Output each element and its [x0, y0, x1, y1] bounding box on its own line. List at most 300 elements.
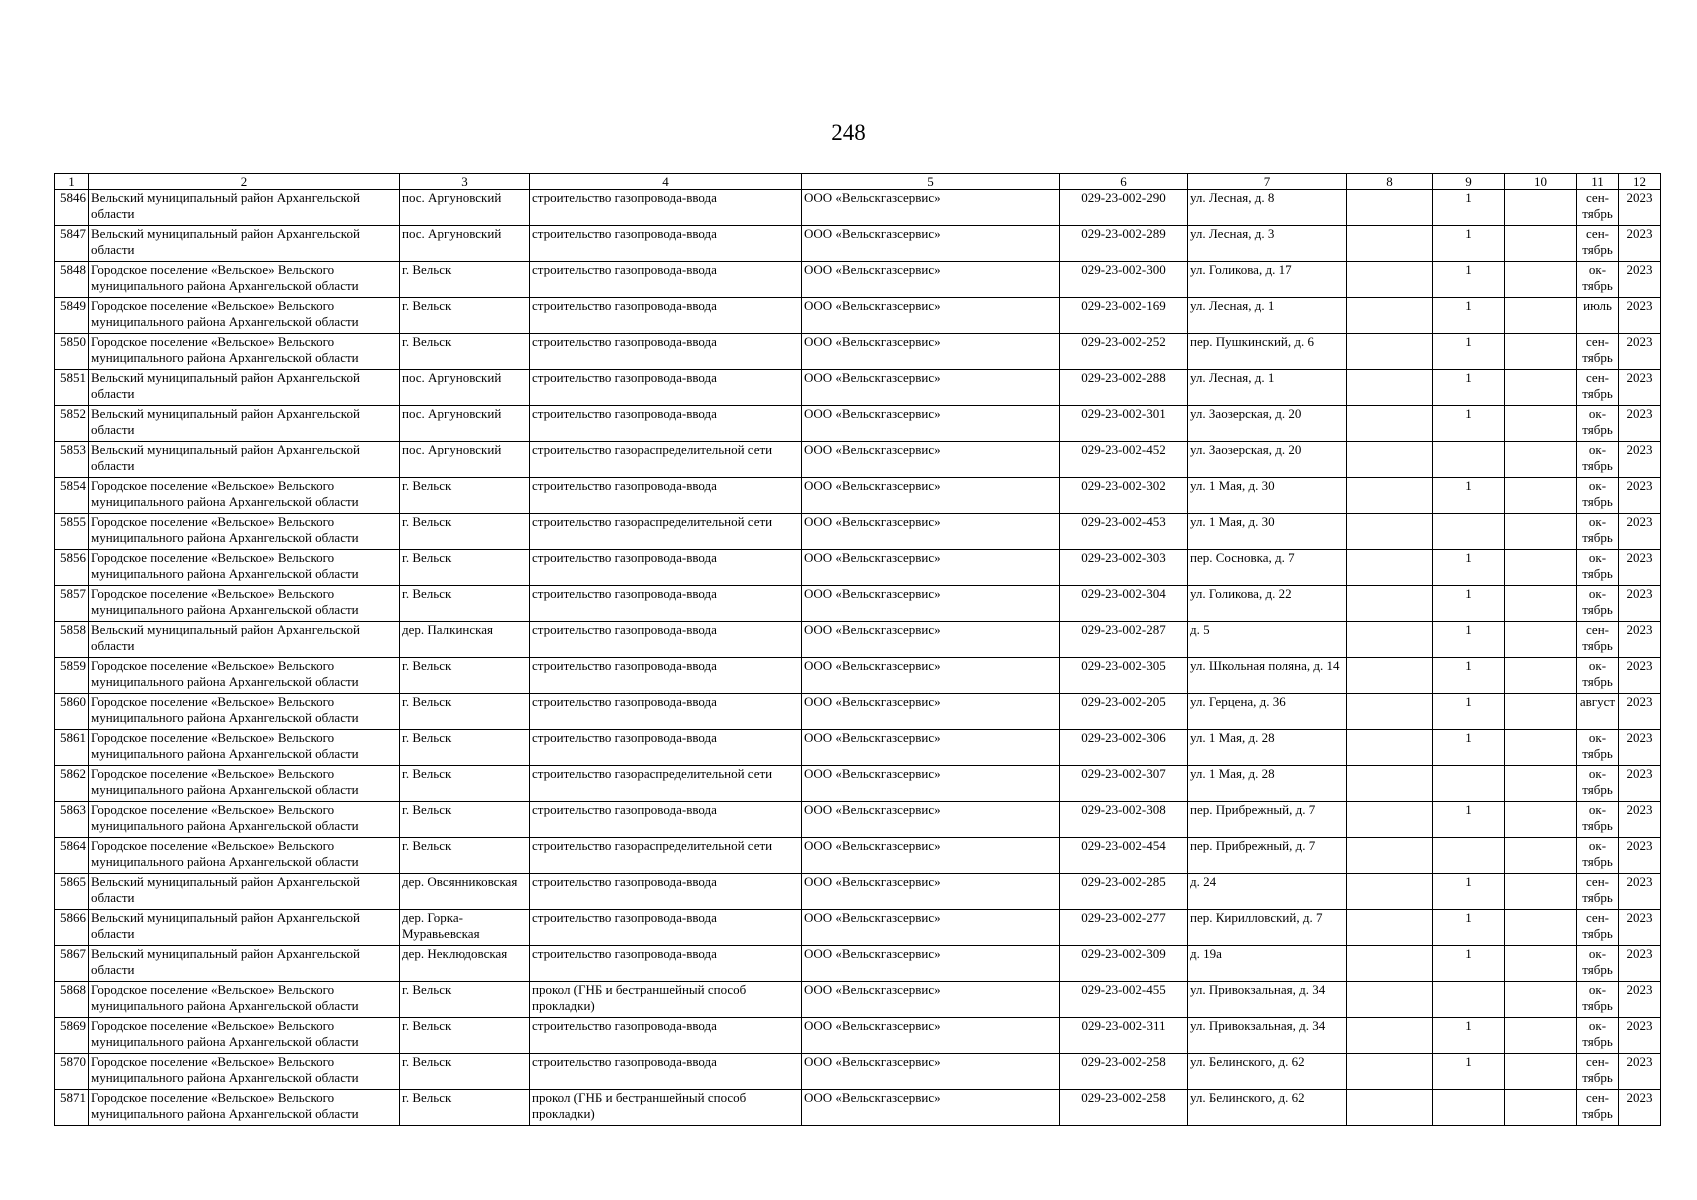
- work-type-cell: строительство газопровода-ввода: [530, 190, 802, 226]
- column-header: 3: [400, 174, 530, 190]
- column-8-cell: [1347, 226, 1433, 262]
- year-cell: 2023: [1619, 442, 1661, 478]
- table-row: [55, 334, 1661, 370]
- month-cell: ок-тябрь: [1577, 262, 1619, 298]
- work-type-cell: строительство газораспределительной сети: [530, 838, 802, 874]
- row-number: 5862: [55, 766, 89, 802]
- municipality-cell: Городское поселение «Вельское» Вельского муниципального района Архангельской области: [89, 766, 400, 802]
- municipality-cell: Вельский муниципальный район Архангельской области: [89, 406, 400, 442]
- organization-cell: ООО «Вельскгазсервис»: [802, 730, 1060, 766]
- municipality-cell: Вельский муниципальный район Архангельской области: [89, 622, 400, 658]
- row-number: 5861: [55, 730, 89, 766]
- work-type-cell: строительство газопровода-ввода: [530, 1054, 802, 1090]
- object-code-cell: 029-23-002-290: [1060, 190, 1188, 226]
- address-cell: пер. Пушкинский, д. 6: [1188, 334, 1347, 370]
- organization-cell: ООО «Вельскгазсервис»: [802, 550, 1060, 586]
- object-code-cell: 029-23-002-308: [1060, 802, 1188, 838]
- work-type-cell: строительство газопровода-ввода: [530, 334, 802, 370]
- address-cell: ул. Лесная, д. 1: [1188, 370, 1347, 406]
- column-10-cell: [1505, 622, 1577, 658]
- row-number: 5860: [55, 694, 89, 730]
- column-10-cell: [1505, 802, 1577, 838]
- object-code-cell: 029-23-002-285: [1060, 874, 1188, 910]
- organization-cell: ООО «Вельскгазсервис»: [802, 802, 1060, 838]
- municipality-cell: Городское поселение «Вельское» Вельского муниципального района Архангельской области: [89, 730, 400, 766]
- object-code-cell: 029-23-002-452: [1060, 442, 1188, 478]
- organization-cell: ООО «Вельскгазсервис»: [802, 1090, 1060, 1126]
- locality-cell: г. Вельск: [400, 658, 530, 694]
- column-10-cell: [1505, 1090, 1577, 1126]
- quantity-cell: 1: [1433, 334, 1505, 370]
- address-cell: пер. Сосновка, д. 7: [1188, 550, 1347, 586]
- row-number: 5865: [55, 874, 89, 910]
- locality-cell: г. Вельск: [400, 1018, 530, 1054]
- object-code-cell: 029-23-002-303: [1060, 550, 1188, 586]
- municipality-cell: Городское поселение «Вельское» Вельского муниципального района Архангельской области: [89, 802, 400, 838]
- address-cell: ул. 1 Мая, д. 28: [1188, 730, 1347, 766]
- address-cell: ул. Заозерская, д. 20: [1188, 442, 1347, 478]
- organization-cell: ООО «Вельскгазсервис»: [802, 622, 1060, 658]
- quantity-cell: 1: [1433, 874, 1505, 910]
- table-row: [55, 550, 1661, 586]
- municipality-cell: Городское поселение «Вельское» Вельского муниципального района Архангельской области: [89, 694, 400, 730]
- municipality-cell: Вельский муниципальный район Архангельской области: [89, 946, 400, 982]
- table-row: [55, 658, 1661, 694]
- year-cell: 2023: [1619, 802, 1661, 838]
- month-cell: ок-тябрь: [1577, 478, 1619, 514]
- table-row: [55, 730, 1661, 766]
- work-type-cell: строительство газопровода-ввода: [530, 478, 802, 514]
- work-type-cell: строительство газопровода-ввода: [530, 730, 802, 766]
- work-type-cell: строительство газопровода-ввода: [530, 622, 802, 658]
- row-number: 5869: [55, 1018, 89, 1054]
- row-number: 5854: [55, 478, 89, 514]
- object-code-cell: 029-23-002-287: [1060, 622, 1188, 658]
- table-row: [55, 802, 1661, 838]
- organization-cell: ООО «Вельскгазсервис»: [802, 838, 1060, 874]
- column-10-cell: [1505, 658, 1577, 694]
- column-10-cell: [1505, 1018, 1577, 1054]
- address-cell: ул. Герцена, д. 36: [1188, 694, 1347, 730]
- year-cell: 2023: [1619, 1018, 1661, 1054]
- table-row: [55, 262, 1661, 298]
- locality-cell: г. Вельск: [400, 478, 530, 514]
- organization-cell: ООО «Вельскгазсервис»: [802, 190, 1060, 226]
- column-10-cell: [1505, 478, 1577, 514]
- locality-cell: г. Вельск: [400, 694, 530, 730]
- locality-cell: дер. Овсянниковская: [400, 874, 530, 910]
- locality-cell: г. Вельск: [400, 514, 530, 550]
- column-header: 2: [89, 174, 400, 190]
- organization-cell: ООО «Вельскгазсервис»: [802, 370, 1060, 406]
- month-cell: ок-тябрь: [1577, 838, 1619, 874]
- locality-cell: пос. Аргуновский: [400, 190, 530, 226]
- work-type-cell: строительство газораспределительной сети: [530, 514, 802, 550]
- municipality-cell: Городское поселение «Вельское» Вельского муниципального района Архангельской области: [89, 658, 400, 694]
- year-cell: 2023: [1619, 370, 1661, 406]
- column-header: 5: [802, 174, 1060, 190]
- work-type-cell: строительство газопровода-ввода: [530, 946, 802, 982]
- table-row: [55, 298, 1661, 334]
- work-type-cell: строительство газопровода-ввода: [530, 550, 802, 586]
- year-cell: 2023: [1619, 766, 1661, 802]
- table-row: [55, 190, 1661, 226]
- year-cell: 2023: [1619, 262, 1661, 298]
- row-number: 5859: [55, 658, 89, 694]
- year-cell: 2023: [1619, 226, 1661, 262]
- object-code-cell: 029-23-002-277: [1060, 910, 1188, 946]
- month-cell: ок-тябрь: [1577, 586, 1619, 622]
- municipality-cell: Городское поселение «Вельское» Вельского муниципального района Архангельской области: [89, 550, 400, 586]
- address-cell: ул. Голикова, д. 22: [1188, 586, 1347, 622]
- month-cell: ок-тябрь: [1577, 802, 1619, 838]
- year-cell: 2023: [1619, 478, 1661, 514]
- year-cell: 2023: [1619, 334, 1661, 370]
- table-row: [55, 370, 1661, 406]
- column-10-cell: [1505, 298, 1577, 334]
- work-type-cell: строительство газопровода-ввода: [530, 874, 802, 910]
- column-10-cell: [1505, 694, 1577, 730]
- work-type-cell: прокол (ГНБ и бестраншейный способ прокладки): [530, 982, 802, 1018]
- quantity-cell: 1: [1433, 658, 1505, 694]
- column-8-cell: [1347, 874, 1433, 910]
- quantity-cell: 1: [1433, 694, 1505, 730]
- year-cell: 2023: [1619, 550, 1661, 586]
- column-header: 1: [55, 174, 89, 190]
- column-8-cell: [1347, 514, 1433, 550]
- month-cell: сен-тябрь: [1577, 334, 1619, 370]
- column-10-cell: [1505, 982, 1577, 1018]
- object-code-cell: 029-23-002-288: [1060, 370, 1188, 406]
- year-cell: 2023: [1619, 622, 1661, 658]
- address-cell: ул. 1 Мая, д. 28: [1188, 766, 1347, 802]
- column-10-cell: [1505, 910, 1577, 946]
- object-code-cell: 029-23-002-252: [1060, 334, 1188, 370]
- quantity-cell: [1433, 514, 1505, 550]
- column-8-cell: [1347, 730, 1433, 766]
- organization-cell: ООО «Вельскгазсервис»: [802, 514, 1060, 550]
- municipality-cell: Вельский муниципальный район Архангельской области: [89, 874, 400, 910]
- municipality-cell: Городское поселение «Вельское» Вельского муниципального района Архангельской области: [89, 478, 400, 514]
- year-cell: 2023: [1619, 514, 1661, 550]
- column-8-cell: [1347, 442, 1433, 478]
- column-10-cell: [1505, 946, 1577, 982]
- table-row: [55, 442, 1661, 478]
- column-10-cell: [1505, 730, 1577, 766]
- organization-cell: ООО «Вельскгазсервис»: [802, 766, 1060, 802]
- month-cell: сен-тябрь: [1577, 1054, 1619, 1090]
- work-type-cell: строительство газопровода-ввода: [530, 802, 802, 838]
- column-header: 8: [1347, 174, 1433, 190]
- month-cell: сен-тябрь: [1577, 226, 1619, 262]
- organization-cell: ООО «Вельскгазсервис»: [802, 442, 1060, 478]
- locality-cell: дер. Горка-Муравьевская: [400, 910, 530, 946]
- quantity-cell: [1433, 982, 1505, 1018]
- address-cell: д. 5: [1188, 622, 1347, 658]
- address-cell: ул. Привокзальная, д. 34: [1188, 982, 1347, 1018]
- month-cell: ок-тябрь: [1577, 550, 1619, 586]
- table-row: [55, 478, 1661, 514]
- address-cell: пер. Кирилловский, д. 7: [1188, 910, 1347, 946]
- year-cell: 2023: [1619, 658, 1661, 694]
- municipality-cell: Городское поселение «Вельское» Вельского муниципального района Архангельской области: [89, 1090, 400, 1126]
- quantity-cell: 1: [1433, 802, 1505, 838]
- locality-cell: дер. Палкинская: [400, 622, 530, 658]
- quantity-cell: 1: [1433, 550, 1505, 586]
- row-number: 5851: [55, 370, 89, 406]
- municipality-cell: Городское поселение «Вельское» Вельского муниципального района Архангельской области: [89, 1054, 400, 1090]
- column-8-cell: [1347, 982, 1433, 1018]
- work-type-cell: строительство газопровода-ввода: [530, 1018, 802, 1054]
- address-cell: ул. Лесная, д. 8: [1188, 190, 1347, 226]
- address-cell: ул. Белинского, д. 62: [1188, 1090, 1347, 1126]
- quantity-cell: 1: [1433, 370, 1505, 406]
- quantity-cell: 1: [1433, 190, 1505, 226]
- month-cell: ок-тябрь: [1577, 766, 1619, 802]
- address-cell: ул. Школьная поляна, д. 14: [1188, 658, 1347, 694]
- column-10-cell: [1505, 1054, 1577, 1090]
- registry-table: [54, 173, 1661, 1126]
- table-row: [55, 694, 1661, 730]
- column-8-cell: [1347, 550, 1433, 586]
- column-number-header-row: [55, 174, 1661, 190]
- address-cell: ул. Заозерская, д. 20: [1188, 406, 1347, 442]
- year-cell: 2023: [1619, 694, 1661, 730]
- table-row: [55, 1090, 1661, 1126]
- object-code-cell: 029-23-002-258: [1060, 1090, 1188, 1126]
- row-number: 5870: [55, 1054, 89, 1090]
- column-8-cell: [1347, 406, 1433, 442]
- quantity-cell: 1: [1433, 262, 1505, 298]
- object-code-cell: 029-23-002-301: [1060, 406, 1188, 442]
- month-cell: сен-тябрь: [1577, 370, 1619, 406]
- address-cell: пер. Прибрежный, д. 7: [1188, 802, 1347, 838]
- table-row: [55, 838, 1661, 874]
- row-number: 5871: [55, 1090, 89, 1126]
- year-cell: 2023: [1619, 406, 1661, 442]
- organization-cell: ООО «Вельскгазсервис»: [802, 910, 1060, 946]
- column-10-cell: [1505, 874, 1577, 910]
- organization-cell: ООО «Вельскгазсервис»: [802, 946, 1060, 982]
- locality-cell: г. Вельск: [400, 730, 530, 766]
- work-type-cell: строительство газопровода-ввода: [530, 298, 802, 334]
- locality-cell: г. Вельск: [400, 982, 530, 1018]
- address-cell: ул. Привокзальная, д. 34: [1188, 1018, 1347, 1054]
- column-10-cell: [1505, 586, 1577, 622]
- locality-cell: пос. Аргуновский: [400, 226, 530, 262]
- quantity-cell: [1433, 766, 1505, 802]
- work-type-cell: строительство газопровода-ввода: [530, 658, 802, 694]
- column-10-cell: [1505, 514, 1577, 550]
- year-cell: 2023: [1619, 838, 1661, 874]
- quantity-cell: 1: [1433, 730, 1505, 766]
- table-row: [55, 1018, 1661, 1054]
- column-8-cell: [1347, 658, 1433, 694]
- municipality-cell: Вельский муниципальный район Архангельской области: [89, 442, 400, 478]
- month-cell: сен-тябрь: [1577, 1090, 1619, 1126]
- row-number: 5868: [55, 982, 89, 1018]
- year-cell: 2023: [1619, 910, 1661, 946]
- organization-cell: ООО «Вельскгазсервис»: [802, 982, 1060, 1018]
- work-type-cell: строительство газопровода-ввода: [530, 910, 802, 946]
- quantity-cell: 1: [1433, 1054, 1505, 1090]
- quantity-cell: [1433, 442, 1505, 478]
- municipality-cell: Вельский муниципальный район Архангельской области: [89, 910, 400, 946]
- column-8-cell: [1347, 1090, 1433, 1126]
- column-10-cell: [1505, 406, 1577, 442]
- table-row: [55, 622, 1661, 658]
- row-number: 5847: [55, 226, 89, 262]
- quantity-cell: 1: [1433, 1018, 1505, 1054]
- organization-cell: ООО «Вельскгазсервис»: [802, 478, 1060, 514]
- column-header: 11: [1577, 174, 1619, 190]
- column-8-cell: [1347, 334, 1433, 370]
- object-code-cell: 029-23-002-169: [1060, 298, 1188, 334]
- municipality-cell: Городское поселение «Вельское» Вельского муниципального района Архангельской области: [89, 982, 400, 1018]
- municipality-cell: Городское поселение «Вельское» Вельского муниципального района Архангельской области: [89, 334, 400, 370]
- locality-cell: дер. Неклюдовская: [400, 946, 530, 982]
- address-cell: ул. Белинского, д. 62: [1188, 1054, 1347, 1090]
- year-cell: 2023: [1619, 730, 1661, 766]
- row-number: 5866: [55, 910, 89, 946]
- column-header: 6: [1060, 174, 1188, 190]
- work-type-cell: строительство газопровода-ввода: [530, 694, 802, 730]
- municipality-cell: Городское поселение «Вельское» Вельского муниципального района Архангельской области: [89, 838, 400, 874]
- month-cell: ок-тябрь: [1577, 442, 1619, 478]
- column-8-cell: [1347, 586, 1433, 622]
- column-header: 10: [1505, 174, 1577, 190]
- column-10-cell: [1505, 442, 1577, 478]
- table-row: [55, 406, 1661, 442]
- column-8-cell: [1347, 802, 1433, 838]
- column-8-cell: [1347, 298, 1433, 334]
- quantity-cell: [1433, 838, 1505, 874]
- object-code-cell: 029-23-002-455: [1060, 982, 1188, 1018]
- column-10-cell: [1505, 226, 1577, 262]
- locality-cell: г. Вельск: [400, 838, 530, 874]
- column-header: 9: [1433, 174, 1505, 190]
- table-row: [55, 982, 1661, 1018]
- address-cell: ул. 1 Мая, д. 30: [1188, 514, 1347, 550]
- organization-cell: ООО «Вельскгазсервис»: [802, 694, 1060, 730]
- object-code-cell: 029-23-002-258: [1060, 1054, 1188, 1090]
- column-8-cell: [1347, 370, 1433, 406]
- object-code-cell: 029-23-002-300: [1060, 262, 1188, 298]
- organization-cell: ООО «Вельскгазсервис»: [802, 334, 1060, 370]
- locality-cell: г. Вельск: [400, 1054, 530, 1090]
- organization-cell: ООО «Вельскгазсервис»: [802, 226, 1060, 262]
- column-8-cell: [1347, 910, 1433, 946]
- month-cell: ок-тябрь: [1577, 406, 1619, 442]
- organization-cell: ООО «Вельскгазсервис»: [802, 658, 1060, 694]
- row-number: 5846: [55, 190, 89, 226]
- month-cell: ок-тябрь: [1577, 982, 1619, 1018]
- column-10-cell: [1505, 766, 1577, 802]
- address-cell: ул. Голикова, д. 17: [1188, 262, 1347, 298]
- table-row: [55, 586, 1661, 622]
- organization-cell: ООО «Вельскгазсервис»: [802, 1018, 1060, 1054]
- column-8-cell: [1347, 946, 1433, 982]
- column-10-cell: [1505, 334, 1577, 370]
- work-type-cell: строительство газопровода-ввода: [530, 370, 802, 406]
- month-cell: сен-тябрь: [1577, 190, 1619, 226]
- year-cell: 2023: [1619, 190, 1661, 226]
- month-cell: сен-тябрь: [1577, 874, 1619, 910]
- month-cell: ок-тябрь: [1577, 1018, 1619, 1054]
- organization-cell: ООО «Вельскгазсервис»: [802, 586, 1060, 622]
- organization-cell: ООО «Вельскгазсервис»: [802, 874, 1060, 910]
- row-number: 5855: [55, 514, 89, 550]
- month-cell: ок-тябрь: [1577, 946, 1619, 982]
- column-8-cell: [1347, 190, 1433, 226]
- object-code-cell: 029-23-002-311: [1060, 1018, 1188, 1054]
- row-number: 5856: [55, 550, 89, 586]
- object-code-cell: 029-23-002-304: [1060, 586, 1188, 622]
- row-number: 5852: [55, 406, 89, 442]
- table-row: [55, 946, 1661, 982]
- column-10-cell: [1505, 190, 1577, 226]
- row-number: 5867: [55, 946, 89, 982]
- quantity-cell: 1: [1433, 478, 1505, 514]
- year-cell: 2023: [1619, 982, 1661, 1018]
- year-cell: 2023: [1619, 874, 1661, 910]
- year-cell: 2023: [1619, 1054, 1661, 1090]
- column-header: 4: [530, 174, 802, 190]
- page-number: 248: [831, 120, 866, 145]
- work-type-cell: строительство газопровода-ввода: [530, 262, 802, 298]
- municipality-cell: Вельский муниципальный район Архангельской области: [89, 190, 400, 226]
- quantity-cell: 1: [1433, 226, 1505, 262]
- object-code-cell: 029-23-002-305: [1060, 658, 1188, 694]
- year-cell: 2023: [1619, 946, 1661, 982]
- object-code-cell: 029-23-002-289: [1060, 226, 1188, 262]
- organization-cell: ООО «Вельскгазсервис»: [802, 298, 1060, 334]
- locality-cell: г. Вельск: [400, 802, 530, 838]
- column-10-cell: [1505, 838, 1577, 874]
- work-type-cell: строительство газораспределительной сети: [530, 766, 802, 802]
- address-cell: ул. Лесная, д. 3: [1188, 226, 1347, 262]
- table-row: [55, 1054, 1661, 1090]
- municipality-cell: Городское поселение «Вельское» Вельского муниципального района Архангельской области: [89, 586, 400, 622]
- locality-cell: г. Вельск: [400, 550, 530, 586]
- year-cell: 2023: [1619, 298, 1661, 334]
- locality-cell: г. Вельск: [400, 766, 530, 802]
- locality-cell: г. Вельск: [400, 586, 530, 622]
- municipality-cell: Городское поселение «Вельское» Вельского муниципального района Архангельской области: [89, 298, 400, 334]
- month-cell: сен-тябрь: [1577, 910, 1619, 946]
- column-8-cell: [1347, 262, 1433, 298]
- address-cell: пер. Прибрежный, д. 7: [1188, 838, 1347, 874]
- work-type-cell: строительство газопровода-ввода: [530, 226, 802, 262]
- work-type-cell: строительство газораспределительной сети: [530, 442, 802, 478]
- column-header: 7: [1188, 174, 1347, 190]
- address-cell: д. 24: [1188, 874, 1347, 910]
- quantity-cell: 1: [1433, 298, 1505, 334]
- object-code-cell: 029-23-002-307: [1060, 766, 1188, 802]
- column-10-cell: [1505, 262, 1577, 298]
- year-cell: 2023: [1619, 586, 1661, 622]
- work-type-cell: строительство газопровода-ввода: [530, 586, 802, 622]
- row-number: 5857: [55, 586, 89, 622]
- month-cell: август: [1577, 694, 1619, 730]
- row-number: 5849: [55, 298, 89, 334]
- organization-cell: ООО «Вельскгазсервис»: [802, 262, 1060, 298]
- year-cell: 2023: [1619, 1090, 1661, 1126]
- column-8-cell: [1347, 1018, 1433, 1054]
- locality-cell: г. Вельск: [400, 334, 530, 370]
- object-code-cell: 029-23-002-302: [1060, 478, 1188, 514]
- organization-cell: ООО «Вельскгазсервис»: [802, 406, 1060, 442]
